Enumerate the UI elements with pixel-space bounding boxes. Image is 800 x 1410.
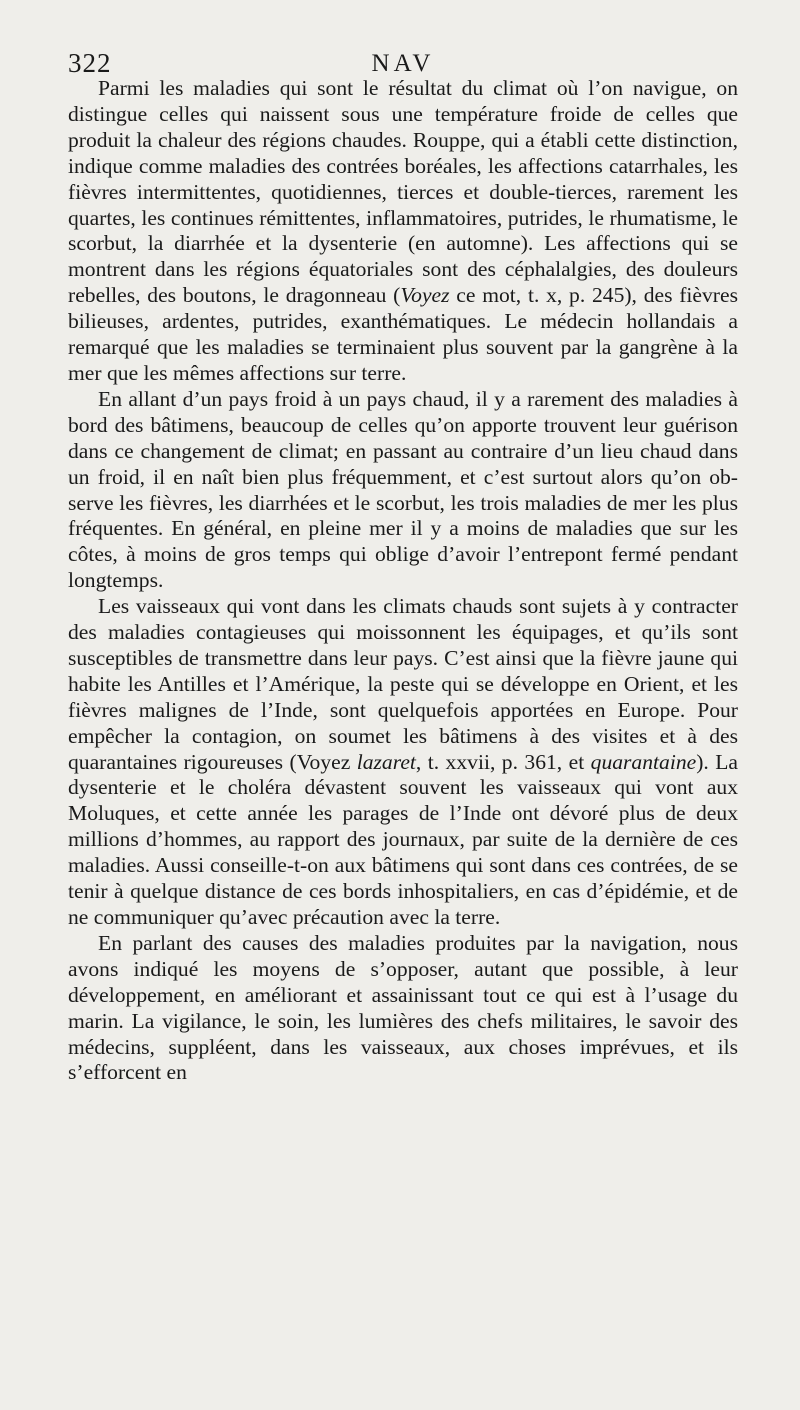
paragraph-4 (68, 931, 738, 1086)
paragraph-text: , t. xxvii, p. 361, et (415, 749, 591, 774)
page-number: 322 (68, 48, 112, 78)
italic-text: lazaret (356, 749, 416, 774)
paragraph-3 (68, 594, 738, 931)
body-text (68, 76, 738, 1086)
italic-text: quarantaine (590, 749, 697, 774)
paragraph-text: En allant d’un pays froid à un pays chaud, il y a rarement des maladies à bord des bâtimens, beaucoup de celles qu’on apporte trouvent leur guérison dans ce changement de climat; en passant au contraire d’un lieu chaud dans un froid, il en naît bien plus fréquemment, et c’est surtout alors qu’on observe les fièvres, les diarrhées et le scorbut, les trois maladies de mer les plus fréquentes. En général, en pleine mer il y a moins de maladies que sur les côtes, à moins de gros temps qui oblige d’avoir l’entrepont fermé pendant longtemps. (68, 386, 738, 593)
paragraph-1 (68, 76, 738, 387)
paragraph-2 (68, 387, 738, 594)
paragraph-text: En parlant des causes des maladies produites par la navigation, nous avons indiqué les moyens de s’opposer, autant que possible, à leur développement, en améliorant et assainissant tout ce qui est à l’usage du marin. La vigilance, le soin, les lumières des chefs militaires, le savoir des médecins, suppléent, dans les vaisseaux, aux choses imprévues, et ils s’efforcent en (68, 930, 738, 1085)
paragraph-text: Les vaisseaux qui vont dans les climats chauds sont sujets à y contracter des maladies contagieuses qui moissonnent les équipages, et qu’ils sont susceptibles de transmettre dans leur pays. C’est ainsi que la fièvre jaune qui habite les Antilles et l’Amérique, la peste qui se développe en Orient, et les fièvres malignes de l’Inde, sont quelquefois apportées en Europe. Pour empêcher la contagion, on soumet les bâtimens à des visites et à des quarantaines rigoureuses (Voyez (68, 594, 738, 774)
paragraph-text: ). La dysenterie et le choléra dévastent souvent les vaisseaux qui vont aux Moluques, et cette année les parages de l’Inde ont dévoré plus de deux millions d’hommes, au rapport des journaux, par suite de la dernière de ces maladies. Aussi conseille-t-on aux bâtimens qui sont dans ces contrées, de se tenir à quelque distance de ces bords inhospitaliers, en cas d’épidémie, et de ne communiquer qu’avec précaution avec la terre. (68, 749, 739, 929)
paragraph-text: Parmi les maladies qui sont le résultat du climat où l’on navigue, on distingue celles qui naissent sous une température froide de celles que produit la chaleur des régions chaudes. Rouppe, qui a établi cette distinction, indique comme maladies des contrées boréales, les affections catarrhales, les fièvres intermittentes, quotidiennes, tierces et double-tierces, rarement les quartes, les continues rémittentes, inflammatoires, putrides, le rhumatisme, le scorbut, la diarrhée et la dysenterie (en automne). Les affections qui se montrent dans les régions équatoriales sont des céphalalgies, des douleurs rebelles, des boutons, le dragonneau ( (68, 76, 738, 308)
running-title: NAV (371, 50, 435, 77)
italic-text: Voyez (400, 283, 450, 308)
running-head (68, 44, 738, 80)
paragraph-text: ce mot, t. x, p. 245), des fièvres bilieuses, ardentes, putrides, exanthématiques. Le médecin hollandais a remarqué que les maladies se terminaient plus souvent par la gangrène à la mer que les mêmes affections sur terre. (68, 283, 738, 385)
